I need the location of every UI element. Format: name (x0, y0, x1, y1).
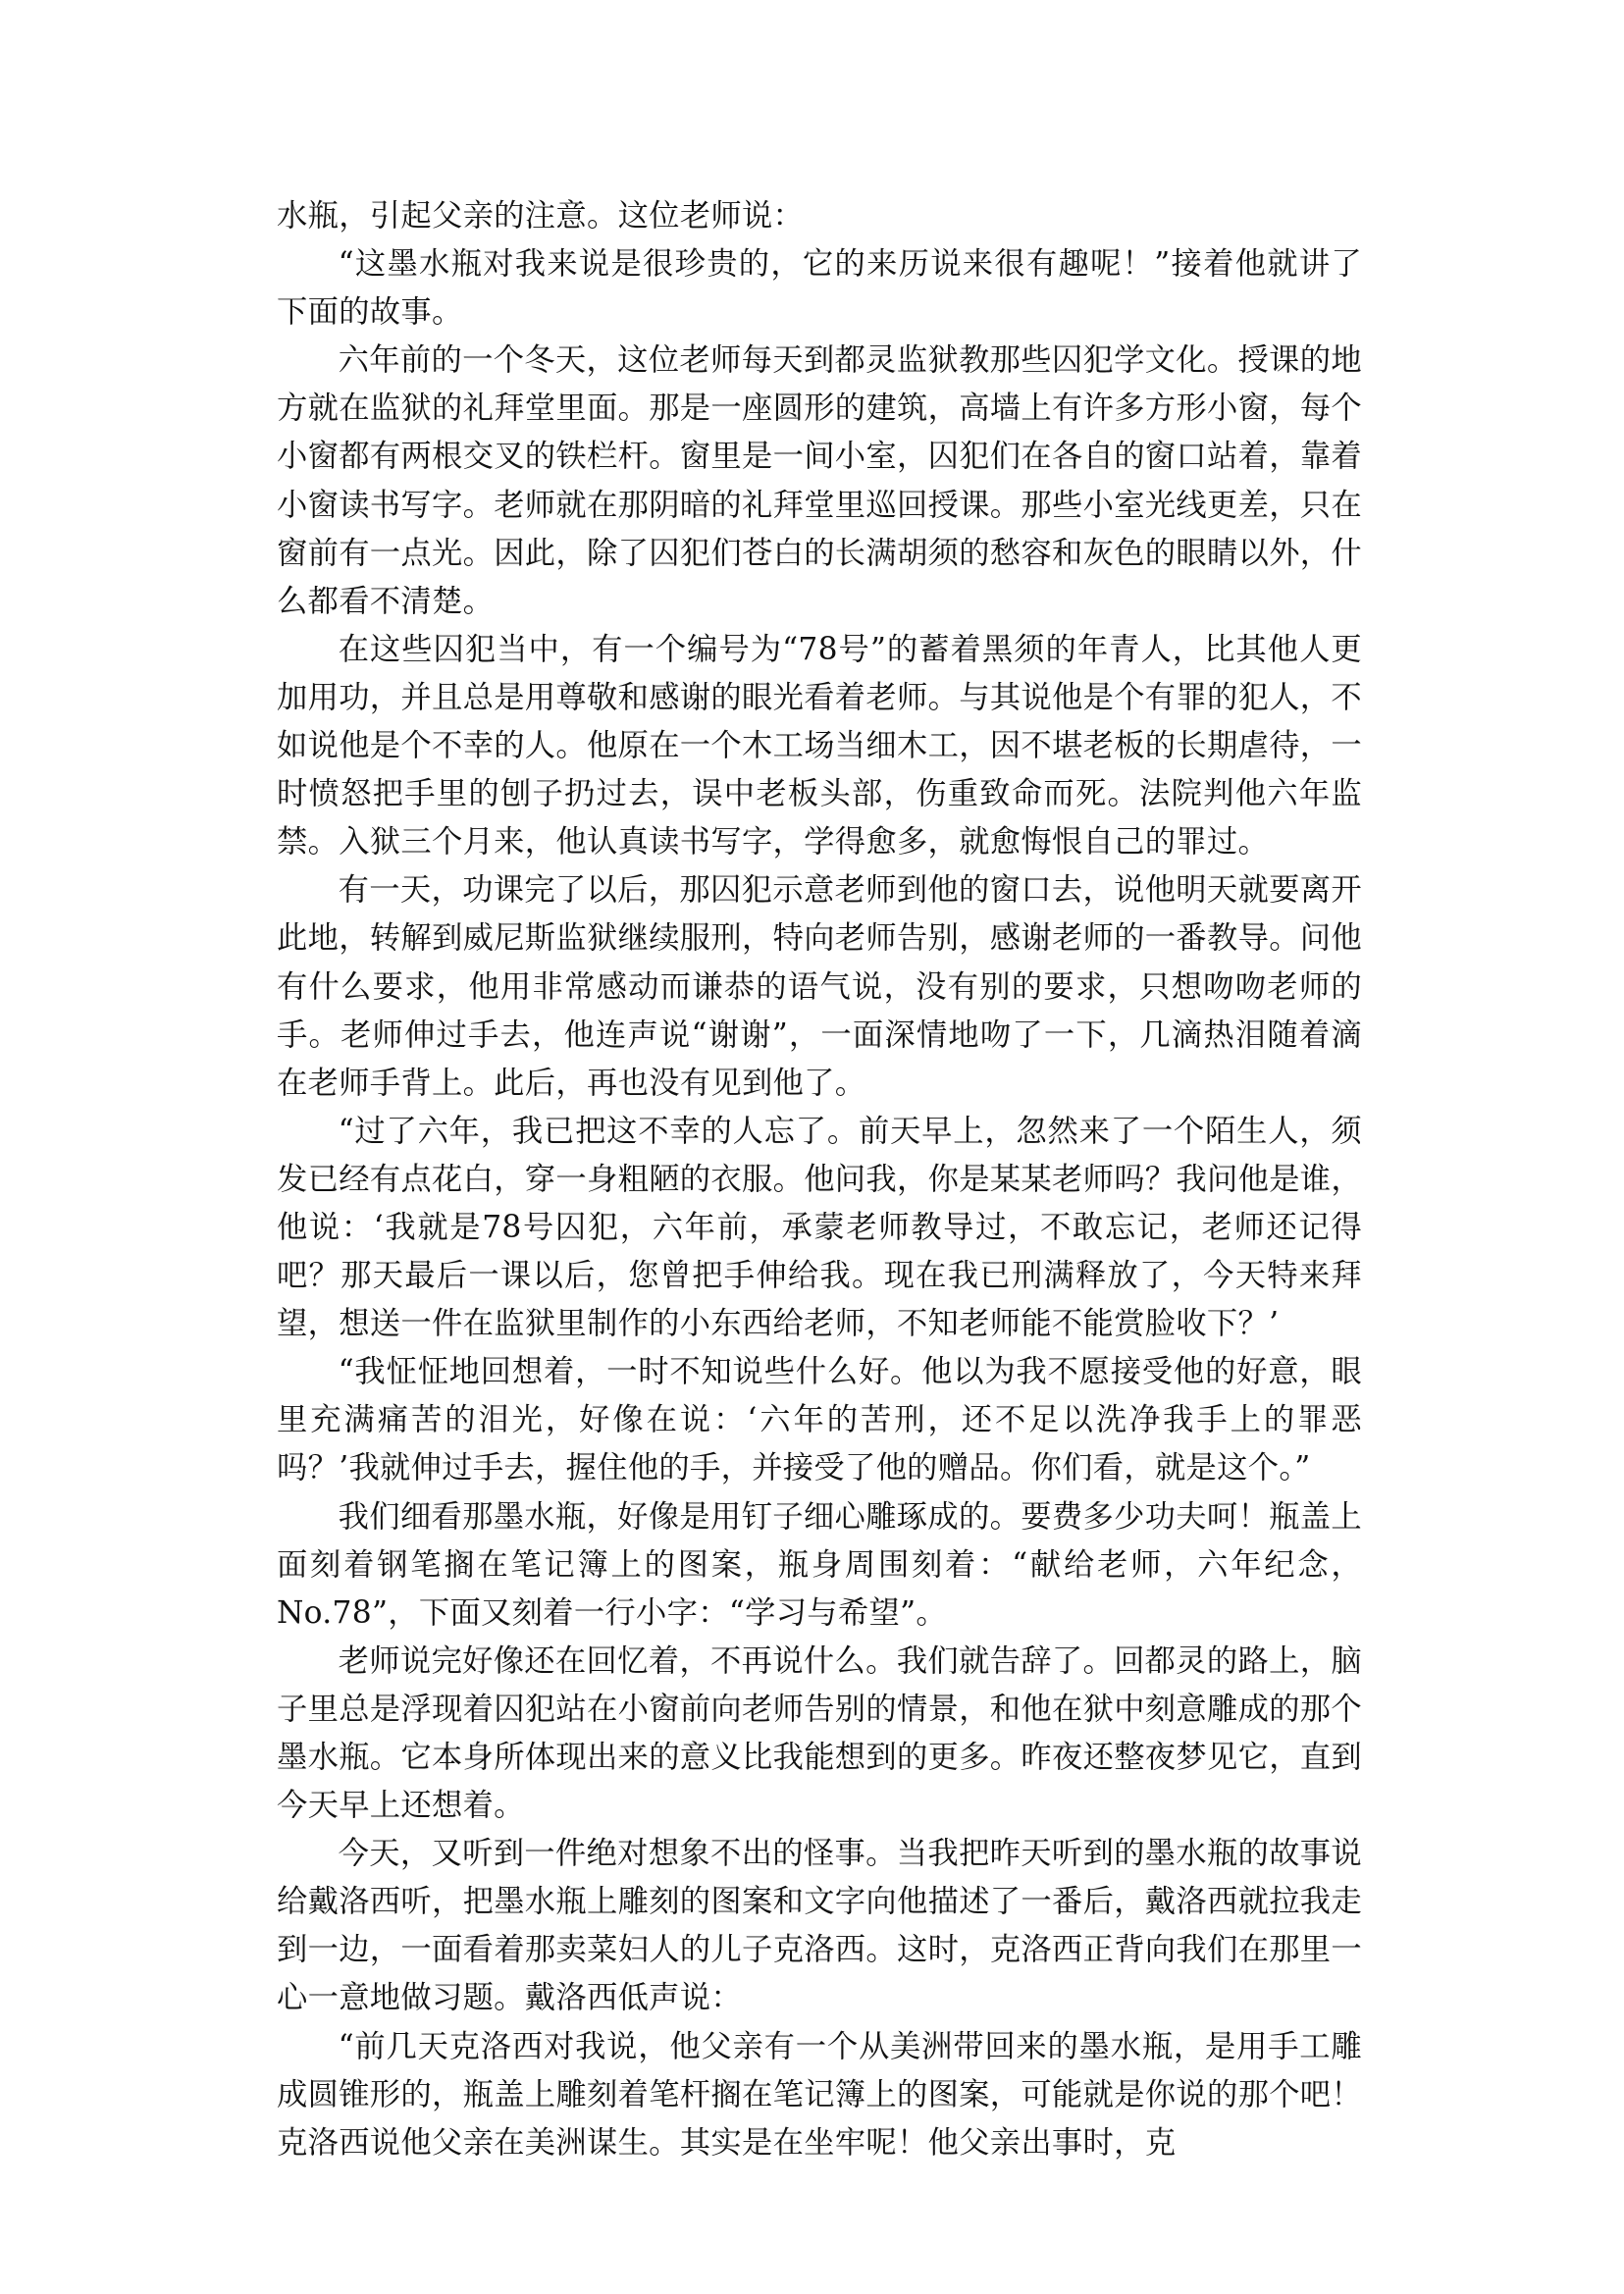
paragraph: “前几天克洛西对我说，他父亲有一个从美洲带回来的墨水瓶，是用手工雕成圆锥形的，瓶盖上雕刻着笔杆搁在笔记簿上的图案，可能就是你说的那个吧！克洛西说他父亲在美洲谋生。其实是在坐牢呢！他父亲出事时，克 (277, 2028, 1362, 2161)
paragraph: 我们细看那墨水瓶，好像是用钉子细心雕琢成的。要费多少功夫呵！瓶盖上面刻着钢笔搁在笔记簿上的图案，瓶身周围刻着：“献给老师，六年纪念，No.78”，下面又刻着一行小字：“学习与希望”。 (277, 1498, 1362, 1631)
paragraph: 今天，又听到一件绝对想象不出的怪事。当我把昨天听到的墨水瓶的故事说给戴洛西听，把墨水瓶上雕刻的图案和文字向他描述了一番后，戴洛西就拉我走到一边，一面看着那卖菜妇人的儿子克洛西。这时，克洛西正背向我们在那里一心一意地做习题。戴洛西低声说： (277, 1836, 1362, 2016)
document-page (277, 192, 1362, 2167)
paragraph: 有一天，功课完了以后，那囚犯示意老师到他的窗口去，说他明天就要离开此地，转解到威尼斯监狱继续服刑，特向老师告别，感谢老师的一番教导。问他有什么要求，他用非常感动而谦恭的语气说，没有别的要求，只想吻吻老师的手。老师伸过手去，他连声说“谢谢”，一面深情地吻了一下，几滴热泪随着滴在老师手背上。此后，再也没有见到他了。 (277, 872, 1362, 1101)
paragraph: “我怔怔地回想着，一时不知说些什么好。他以为我不愿接受他的好意，眼里充满痛苦的泪光，好像在说：‘六年的苦刑，还不足以洗净我手上的罪恶吗？’我就伸过手去，握住他的手，并接受了他的赠品。你们看，就是这个。” (277, 1354, 1362, 1486)
paragraph: 在这些囚犯当中，有一个编号为“78号”的蓄着黑须的年青人，比其他人更加用功，并且总是用尊敬和感谢的眼光看着老师。与其说他是个有罪的犯人，不如说他是个不幸的人。他原在一个木工场当细木工，因不堪老板的长期虐待，一时愤怒把手里的刨子扔过去，误中老板头部，伤重致命而死。法院判他六年监禁。入狱三个月来，他认真读书写字，学得愈多，就愈悔恨自己的罪过。 (277, 631, 1362, 860)
paragraph: 六年前的一个冬天，这位老师每天到都灵监狱教那些囚犯学文化。授课的地方就在监狱的礼拜堂里面。那是一座圆形的建筑，高墙上有许多方形小窗，每个小窗都有两根交叉的铁栏杆。窗里是一间小室，囚犯们在各自的窗口站着，靠着小窗读书写字。老师就在那阴暗的礼拜堂里巡回授课。那些小室光线更差，只在窗前有一点光。因此，除了囚犯们苍白的长满胡须的愁容和灰色的眼睛以外，什么都看不清楚。 (277, 342, 1362, 619)
paragraph: “过了六年，我已把这不幸的人忘了。前天早上，忽然来了一个陌生人，须发已经有点花白，穿一身粗陋的衣服。他问我，你是某某老师吗？我问他是谁，他说：‘我就是78号囚犯，六年前，承蒙老师教导过，不敢忘记，老师还记得吧？那天最后一课以后，您曾把手伸给我。现在我已刑满释放了，今天特来拜望，想送一件在监狱里制作的小东西给老师，不知老师能不能赏脸收下？’ (277, 1113, 1362, 1342)
paragraph: 水瓶，引起父亲的注意。这位老师说： (277, 198, 805, 234)
paragraph: “这墨水瓶对我来说是很珍贵的，它的来历说来很有趣呢！”接着他就讲了下面的故事。 (277, 246, 1362, 331)
paragraph: 老师说完好像还在回忆着，不再说什么。我们就告辞了。回都灵的路上，脑子里总是浮现着囚犯站在小窗前向老师告别的情景，和他在狱中刻意雕成的那个墨水瓶。它本身所体现出来的意义比我能想到的更多。昨夜还整夜梦见它，直到今天早上还想着。 (277, 1642, 1362, 1824)
